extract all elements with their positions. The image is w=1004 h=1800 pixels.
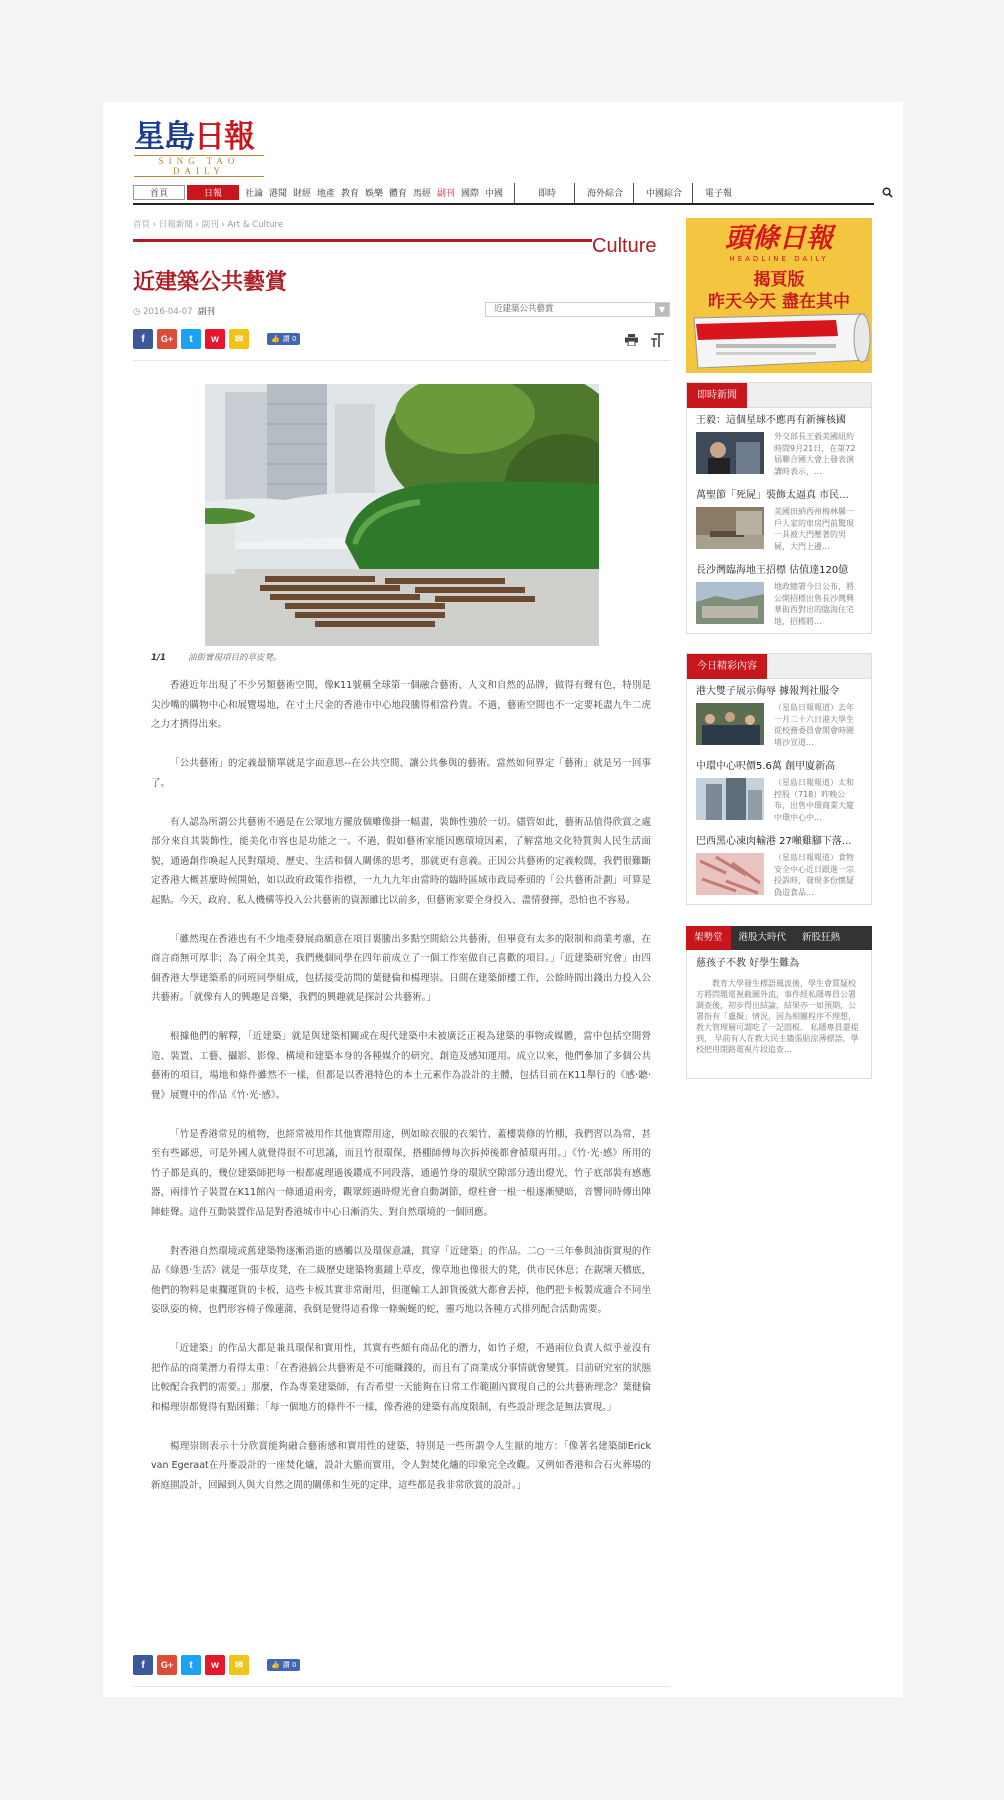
divider	[133, 360, 670, 361]
article-paragraph: 「近建築」的作品大都是兼具環保和實用性，其實有些頗有商品化的潛力，如竹子燈，不過兩位負責人似乎並沒有把作品的商業潛力看得太重：「在香港搞公共藝術是不可能賺錢的，而且有了商業成分事情就會變質。目前研究室的狀態比較配合我們的需要。」那麼，作為專業建築師，有否希望一天能夠在日常工作範圍內實現自己的公共藝術理念？葉健倫和楊理崇都覺得有點困難：「每一個地方的條件不一樣，像香港的建築有高度限制，有些設計理念是無法實現。」	[151, 1343, 651, 1413]
nav-racing[interactable]: 馬經	[413, 189, 432, 199]
news-thumbnail-image	[696, 507, 764, 549]
breadcrumb: 首頁 › 日報新聞 › 副刊 › Art & Culture	[133, 220, 284, 230]
news-item[interactable]	[696, 754, 862, 829]
news-thumbnail-image	[696, 778, 764, 820]
tab-column-1[interactable]: 架勢堂	[686, 926, 731, 950]
breadcrumb-home[interactable]: 首頁	[133, 220, 151, 230]
thumbs-up-icon: 👍	[271, 335, 280, 343]
column-text: 教育大學發生標語風波後，學生會質疑校方將問題電視截圖外流，事件經私隱專員公署調查後，初步得出結論，結果亦一如預期，公署指有「盧擬」情況，因為相關程序不理想，教大管理層可謂吃了一記悶棍。 私隱專員還提到， 早前有人在教大民主牆張貼涼薄標語，學校把用閉路電視片段追查...	[696, 979, 859, 1054]
nav-underline	[133, 203, 874, 205]
section-rule	[133, 239, 592, 242]
logo-text-blue: 星島	[134, 119, 194, 155]
newspaper-roll-icon	[686, 310, 872, 373]
nav-property[interactable]: 地產	[317, 189, 336, 199]
nav-education[interactable]: 教育	[341, 189, 360, 199]
news-item-snippet: 地政總署今日公布，將公開招標出售長沙灣興華街西對出的臨海住宅地，招標將...	[774, 582, 854, 626]
news-item[interactable]	[696, 483, 862, 558]
nav-divider	[514, 183, 515, 203]
ad-brand: 頭條日報	[725, 223, 833, 254]
news-thumbnail-image	[696, 703, 764, 745]
email-share-icon[interactable]: ✉	[229, 329, 249, 349]
print-icon[interactable]	[625, 334, 638, 346]
article-paragraph: 香港近年出現了不少另類藝術空間，像K11號稱全球第一個融合藝術、人文和自然的品牌，做得有聲有色，特別是尖沙嘴的購物中心和展覽場地，在寸土尺金的香港市中心地段騰得相當矜貴。不過，藝術空間也不一定要耗盡九牛二虎之力才擠得出來。	[151, 680, 651, 730]
news-thumbnail-image	[696, 432, 764, 474]
article-title: 近建築公共藝賞	[133, 270, 288, 295]
photo-counter: 1/1	[151, 653, 166, 663]
article-photo[interactable]	[205, 384, 599, 646]
news-item-title[interactable]: 王毅：這個星球不應再有新擁核國	[696, 415, 846, 426]
news-item-snippet: （星島日報報道）去年一月二十六日港大學生從校務委員會開會時圍堵沙宣道...	[774, 703, 854, 747]
section-label: Culture	[592, 235, 657, 257]
photo-caption-text: 油街實現項目的草皮凳。	[187, 653, 282, 663]
nav-entertainment[interactable]: 娛樂	[365, 189, 384, 199]
news-item[interactable]	[696, 829, 862, 904]
article-select[interactable]	[485, 302, 670, 317]
nav-divider	[633, 183, 634, 203]
nav-local[interactable]: 港聞	[269, 189, 288, 199]
chevron-down-icon: ▼	[655, 303, 669, 316]
highlights-panel	[686, 653, 872, 905]
article-paragraph: 根據他們的解釋，「近建築」就是與建築相關或在現代建築中未被廣泛正視為建築的事物或媒體，當中包括空間營造、裝置、工藝、攝影、影像、構境和建築本身的各種媒介的研究、創造及感知運用。成立以來，他們參加了多個公共藝術的項目，場地和條件雖然不一樣，但都是以香港特色的本土元素作為設計的主體，包括目前在K11舉行的《感‧聽‧覺》展覽中的作品《竹‧光‧感》。	[151, 1031, 651, 1101]
nav-editorial[interactable]: 社論	[245, 189, 264, 199]
ad-line2: 昨天今天 盡在其中	[708, 292, 850, 312]
like-button[interactable]	[267, 333, 300, 345]
article-category[interactable]: 副刊	[197, 307, 215, 317]
like-label: 讚 0	[282, 335, 297, 343]
article-paragraph: 「公共藝術」的定義最簡單就是字面意思--在公共空間、讓公共參與的藝術。當然如何界定「藝術」就是另一回事了。	[151, 758, 651, 789]
news-thumbnail[interactable]	[696, 582, 764, 624]
news-item[interactable]	[696, 408, 862, 483]
nav-home[interactable]: 首頁	[133, 185, 185, 200]
breadcrumb-daily-news[interactable]: 日報新聞	[158, 220, 193, 230]
page-container	[103, 102, 903, 1697]
news-item-title[interactable]: 港大雙子展示侮辱 據報判社服令	[696, 686, 840, 697]
article-meta	[133, 305, 215, 317]
nav-supplement[interactable]: 副刊	[437, 189, 456, 199]
headline-daily-ad[interactable]	[686, 218, 872, 373]
weibo-share-icon[interactable]: w	[205, 1655, 225, 1675]
instant-news-tab[interactable]: 即時新聞	[687, 383, 747, 408]
site-logo[interactable]	[134, 119, 274, 176]
twitter-share-icon[interactable]: t	[181, 1655, 201, 1675]
breadcrumb-supplement[interactable]: 副刊	[201, 220, 219, 230]
weibo-share-icon[interactable]: w	[205, 329, 225, 349]
logo-english: SING TAO DAILY	[134, 155, 264, 177]
news-item-title[interactable]: 長沙灣臨海地王招標 估值達120億	[696, 565, 849, 576]
nav-daily[interactable]: 日報	[187, 185, 239, 200]
nav-epaper[interactable]: 電子報	[705, 189, 733, 199]
nav-divider	[692, 183, 693, 203]
nav-finance[interactable]: 財經	[293, 189, 312, 199]
logo-text-red: 日報	[194, 119, 254, 155]
email-share-icon[interactable]: ✉	[229, 1655, 249, 1675]
nav-international[interactable]: 國際	[461, 189, 480, 199]
nav-china-combined[interactable]: 中國綜合	[646, 189, 683, 199]
divider	[133, 1686, 670, 1687]
news-item-snippet: （星島日報報道）食物安全中心近日跟進一宗投訴時，發現多份懷疑偽造食品...	[774, 853, 854, 897]
like-label: 讚 0	[282, 1661, 297, 1669]
article-paragraph: 對香港自然環境或舊建築物逐漸消逝的感觸以及環保意識，貫穿「近建築」的作品。二○一三年參與油街實現的作品《綠愚‧生活》就是一張草皮凳，在二級歷史建築物裏鋪上草皮，像草地也像很大的凳，供市民休息；在鋸壞天橋底，他們的物料是東攔運貨的卡板，這些卡板其實非常耐用，但運輸工人卸貨後就大都會丟掉，他們把卡板製成適合不同坐姿臥姿的椅，也們形容椅子像蓮蒲，我倒是覺得這看像一條蜿蜒的蛇，靈巧地以各種方式排列配合活動需要。	[151, 1245, 651, 1315]
article-date: 2016-04-07	[143, 307, 193, 317]
search-icon[interactable]	[882, 187, 893, 198]
ad-brand-en: HEADLINE DAILY	[729, 255, 829, 263]
article-tools	[625, 331, 670, 349]
news-item[interactable]	[696, 679, 862, 754]
article-paragraph: 「竹是香港常見的植物，也經常被用作其他實際用途，例如晾衣服的衣架竹、蓋樓裝修的竹棚，我們習以為常，甚至有些鄙惡，可是外國人就覺得很不可思議，而且竹很環保，搭棚師傅每次拆掉後都會循環再用。」《竹‧光‧感》所用的竹子都是真的，幾位建築師把每一根都處理過後鑽成不同段落，通過竹身的環狀空隙部分透出燈光，竹子底部裝有感應器，兩排竹子裝置在K11館內一條通道兩旁，觀眾經過時燈光會自動調節，燈柱會一根一根逐漸變暗，音響同時傳出陣陣蛙聲。這件互動裝置作品是對香港城市中心日漸消失、對自然環境的一個回應。	[151, 1128, 651, 1218]
google-plus-share-icon[interactable]: G+	[157, 1655, 177, 1675]
main-nav	[133, 182, 874, 204]
tab-column-2[interactable]: 港股大時代	[738, 932, 787, 943]
article-select-value: 近建築公共藝賞	[494, 304, 554, 314]
share-bar-bottom	[133, 1655, 300, 1675]
article-paragraph: 「雖然現在香港也有不少地產發展商願意在項目裏騰出多點空間給公共藝術，但畢竟有太多的限制和商業考慮，在商言商無可厚非；為了兩全其美，我們幾個同學在四年前成立了一個工作室做自己喜歡的項目。」「近建築研究會」由四個香港大學建築系的同班同學組成，包括接受訪問的葉健倫和楊理崇。日間在建築師樓工作，公餘時間出錢出力投入公共藝術。「就像有人的興趣是音樂，我們的興趣就是探討公共藝術。」	[151, 933, 651, 1003]
share-bar-top	[133, 329, 300, 349]
tab-column-3[interactable]: 新股狂熱	[802, 932, 841, 943]
news-thumbnail[interactable]	[696, 853, 764, 895]
news-thumbnail-image	[696, 853, 764, 895]
news-item[interactable]	[696, 558, 862, 633]
news-item-title[interactable]: 中環中心呎價5.6萬 創甲廈新高	[696, 761, 836, 772]
news-item-title[interactable]: 萬聖節「死屍」裝飾太逼真 市民...	[696, 490, 849, 501]
news-item-snippet: （星島日報報道）太和控股（718）昨晚公布，出售中環商業大廈中環中心中...	[774, 778, 854, 822]
column-tabs	[686, 926, 872, 950]
font-size-icon[interactable]	[650, 332, 666, 348]
column-title[interactable]: 慈孩子不教 好學生難為	[696, 958, 800, 969]
photo-caption	[151, 651, 281, 663]
nav-china[interactable]: 中國	[485, 189, 504, 199]
facebook-share-icon[interactable]: f	[133, 1655, 153, 1675]
nav-sports[interactable]: 體育	[389, 189, 408, 199]
article-body	[151, 676, 651, 1515]
nav-instant[interactable]: 即時	[538, 189, 557, 199]
ad-line1: 揭頁版	[753, 270, 805, 290]
article-paragraph: 楊理崇則表示十分欣賞能夠融合藝術感和實用性的建築，特別是一些所謂令人生厭的地方：「像著名建築師Erick van Egeraat在丹麥設計的一座焚化爐，設計大膽而實用，令人對焚化爐的印象完全改觀。又例如香港和合石火葬場的新庭園設計，回歸到人與大自然之間的關係和生死的定律，這些都是我非常欣賞的設計。」	[151, 1440, 651, 1491]
news-item-snippet: 外交部長王毅美國紐約時間9月21日，在第72屆聯合國大會上發表演講時表示，...	[774, 432, 856, 476]
column-panel	[686, 950, 872, 1079]
thumbs-up-icon: 👍	[271, 1661, 280, 1669]
facebook-share-icon[interactable]: f	[133, 329, 153, 349]
nav-divider	[574, 183, 575, 203]
nav-overseas[interactable]: 海外綜合	[587, 189, 624, 199]
twitter-share-icon[interactable]: t	[181, 329, 201, 349]
news-thumbnail-image	[696, 582, 764, 624]
highlights-tab[interactable]: 今日精彩內容	[687, 654, 767, 679]
highlights-header	[687, 654, 871, 679]
news-thumbnail[interactable]	[696, 778, 764, 820]
news-thumbnail[interactable]	[696, 703, 764, 745]
breadcrumb-section[interactable]: Art & Culture	[227, 220, 284, 230]
news-item-title[interactable]: 巴西黑心凍肉輸港 27噸雞腳下落...	[696, 836, 852, 847]
google-plus-share-icon[interactable]: G+	[157, 329, 177, 349]
clock-icon: ◷	[133, 307, 141, 317]
news-thumbnail[interactable]	[696, 432, 764, 474]
news-item-snippet: 美國田納西州梅林縣一戶人家的車房門前驚現一具被大門壓著的男屍，大門上邊...	[774, 507, 854, 551]
photo-image	[205, 384, 599, 646]
instant-news-header	[687, 383, 871, 408]
like-button[interactable]	[267, 1659, 300, 1671]
news-thumbnail[interactable]	[696, 507, 764, 549]
article-paragraph: 有人認為所謂公共藝術不過是在公眾地方擺放個雕像掛一幅畫，裝飾性強於一切。儘管如此，藝術品值得欣賞之處部分來自其裝飾性，能美化市容也是功能之一。不過，假如藝術家能因應環境因素，了解當地文化特質與人民生活面貌，通過創作喚起人民對環境、歷史、生活和個人關係的思考，那就更有意義。正因公共藝術的定義較闊，我們很難斷定香港大概甚麼時候開始，如以政府政策作指標，一九九九年由當時的臨時區域市政局牽頭的「公共藝術計劃」可算是起點。今天，政府、私人機構等投入公共藝術的資源雖比以前多，但藝術家要全身投入、盡情發揮，恐怕也不容易。	[151, 816, 651, 906]
instant-news-panel	[686, 382, 872, 634]
